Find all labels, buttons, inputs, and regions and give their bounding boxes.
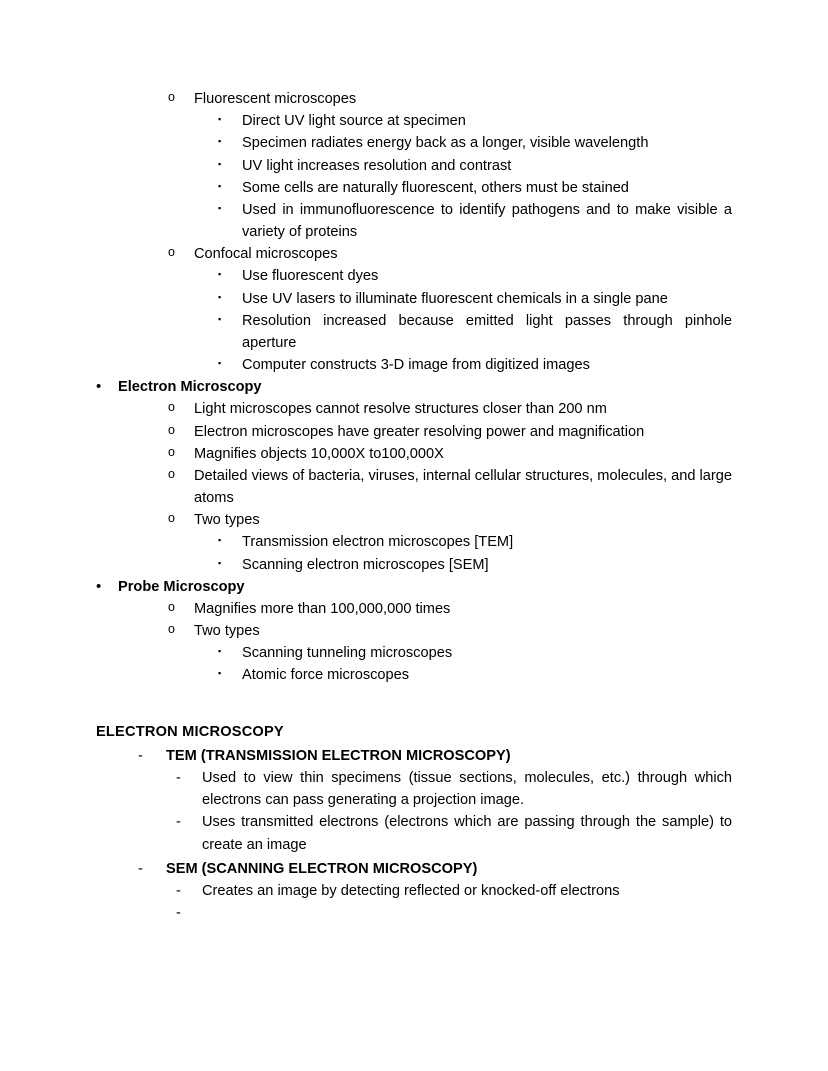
- list-item: [218, 531, 732, 553]
- list-marker-square: ▪: [218, 136, 222, 147]
- list-marker-dash: -: [138, 860, 143, 877]
- list-marker-circle: o: [168, 599, 175, 614]
- list-item-text: Use UV lasers to illuminate fluorescent chemicals in a single pane: [242, 290, 668, 307]
- list-item-text: Atomic force microscopes: [242, 667, 410, 684]
- list-marker-square: ▪: [218, 158, 222, 169]
- list-marker-circle: o: [168, 422, 175, 437]
- list-marker-circle: o: [168, 444, 175, 459]
- list-marker-square: ▪: [218, 114, 222, 125]
- list-marker-square: ▪: [218, 269, 222, 280]
- list-marker-square: ▪: [218, 668, 222, 679]
- list-item-text: Confocal microscopes: [194, 246, 338, 263]
- list-marker-circle: o: [168, 466, 175, 481]
- list-marker-dash: -: [138, 747, 143, 764]
- list-marker-square: ▪: [218, 313, 222, 324]
- list-item-text: Use fluorescent dyes: [242, 268, 379, 285]
- list-marker-circle: o: [168, 90, 175, 104]
- list-marker-square: ▪: [218, 557, 222, 568]
- list-item-empty: [176, 902, 732, 924]
- list-item-text: Two types: [194, 623, 260, 640]
- list-marker-square: ▪: [218, 180, 222, 191]
- section-heading-electron-microscopy: ELECTRON MICROSCOPY: [96, 723, 284, 740]
- list-item-text: Electron Microscopy: [118, 379, 262, 396]
- list-item: [218, 155, 732, 177]
- list-item-text: SEM (SCANNING ELECTRON MICROSCOPY): [166, 860, 478, 877]
- list-item: [168, 243, 732, 265]
- list-marker-bullet: •: [96, 378, 102, 396]
- list-item-text: Creates an image by detecting reflected or knocked-off electrons: [202, 882, 620, 899]
- list-item: [218, 642, 732, 664]
- list-marker-square: ▪: [218, 646, 222, 657]
- list-item: [168, 620, 732, 642]
- outline-list-microscopy: [96, 88, 732, 687]
- list-item: [168, 398, 732, 420]
- list-item: [218, 354, 732, 376]
- list-item-text: Specimen radiates energy back as a longer, visible wavelength: [242, 135, 649, 152]
- list-item-text: Light microscopes cannot resolve structures closer than 200 nm: [194, 401, 607, 418]
- list-item: [176, 880, 732, 902]
- list-marker-circle: o: [168, 400, 175, 415]
- list-item: [218, 110, 732, 132]
- list-item-text: Resolution increased because emitted light passes through pinhole aperture: [242, 312, 732, 351]
- list-item: [218, 132, 732, 154]
- list-item: [168, 88, 732, 110]
- list-marker-bullet: •: [96, 577, 102, 595]
- list-item-text: Used in immunofluorescence to identify pathogens and to make visible a variety of proteins: [242, 201, 732, 241]
- list-item-text: Uses transmitted electrons (electrons which are passing through the sample) to create an image: [202, 814, 732, 853]
- list-item-text: TEM (TRANSMISSION ELECTRON MICROSCOPY): [166, 747, 511, 764]
- list-item: [218, 554, 732, 576]
- list-item: [218, 199, 732, 243]
- list-item-text: Two types: [194, 512, 260, 529]
- list-item-text: Scanning electron microscopes [SEM]: [242, 556, 489, 573]
- document-body: [96, 88, 732, 924]
- list-item: [218, 288, 732, 310]
- list-item: [168, 443, 732, 465]
- list-item: [218, 177, 732, 199]
- list-item-text: Computer constructs 3-D image from digitized images: [242, 357, 590, 374]
- list-item-text: Probe Microscopy: [118, 578, 245, 595]
- list-item-text: Some cells are naturally fluorescent, others must be stained: [242, 179, 629, 196]
- list-item: [218, 664, 732, 686]
- list-marker-dash: -: [176, 769, 181, 786]
- list-item-probe-microscopy: [96, 576, 732, 598]
- list-item-text: Fluorescent microscopes: [194, 91, 357, 107]
- list-item-tem: [138, 745, 732, 767]
- list-item-text: Detailed views of bacteria, viruses, internal cellular structures, molecules, and large atoms: [194, 467, 732, 507]
- list-item-text: Magnifies objects 10,000X to100,000X: [194, 445, 444, 462]
- list-marker-circle: o: [168, 511, 175, 526]
- list-item-electron-microscopy: [96, 376, 732, 398]
- list-item-text: Electron microscopes have greater resolving power and magnification: [194, 423, 645, 440]
- list-item: [168, 509, 732, 531]
- list-marker-dash: -: [176, 905, 181, 922]
- list-item: [168, 598, 732, 620]
- list-marker-dash: -: [176, 882, 181, 899]
- list-item-text: Transmission electron microscopes [TEM]: [242, 534, 514, 551]
- list-marker-square: ▪: [218, 202, 222, 213]
- list-item: [176, 811, 732, 855]
- list-marker-square: ▪: [218, 291, 222, 302]
- list-item-text: Magnifies more than 100,000,000 times: [194, 600, 451, 617]
- list-item: [168, 465, 732, 509]
- list-item: [218, 265, 732, 287]
- outline-list-electron-microscopy: [96, 745, 732, 924]
- list-item: [168, 421, 732, 443]
- list-marker-square: ▪: [218, 358, 222, 369]
- list-marker-circle: o: [168, 622, 175, 637]
- list-item-text: Used to view thin specimens (tissue sections, molecules, etc.) through which electrons can pass generating a projection image.: [202, 769, 732, 809]
- list-item-sem: [138, 858, 732, 880]
- list-marker-square: ▪: [218, 535, 222, 546]
- list-item-text: Scanning tunneling microscopes: [242, 645, 453, 662]
- list-item: [176, 767, 732, 811]
- list-item-text: UV light increases resolution and contrast: [242, 157, 512, 174]
- list-marker-circle: o: [168, 245, 175, 260]
- list-item-text: Direct UV light source at specimen: [242, 113, 466, 130]
- list-marker-dash: -: [176, 814, 181, 831]
- list-item: [218, 310, 732, 354]
